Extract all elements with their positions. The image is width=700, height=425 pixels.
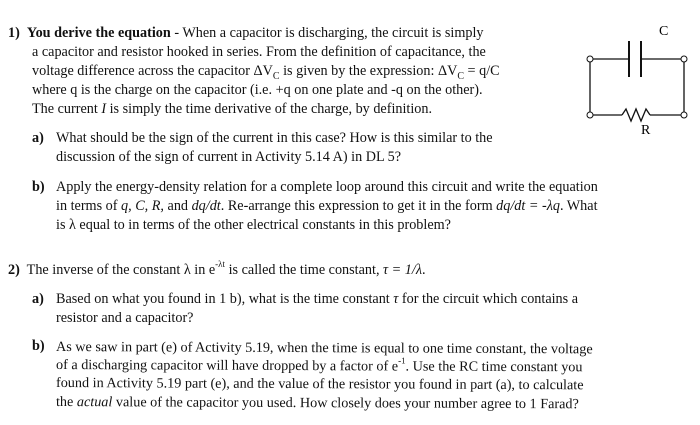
q2-part-a: The inverse of the constant λ in e: [26, 262, 216, 278]
part-b: for the circuit which contains a: [398, 291, 579, 307]
q2-part-b: is called the time constant,: [225, 262, 384, 278]
line-3-part-a: voltage difference across the capacitor ΔV: [32, 63, 273, 79]
line-3-part-c: = q/C: [464, 63, 500, 79]
circuit-wires: [590, 59, 684, 115]
part-c: . Re-arrange this expression to get it in the form: [220, 198, 497, 214]
dq-dt: dq/dt: [191, 198, 221, 214]
question-2b-line-2: [56, 357, 583, 376]
resistor-symbol: [622, 109, 650, 121]
tau-symbol: τ: [393, 291, 399, 307]
part-b: value of the capacitor you used. How closely does your number agree to 1 Farad?: [112, 394, 579, 413]
current-symbol: I: [101, 101, 107, 117]
question-2a-line-1: [56, 291, 578, 308]
line-5-part-b: is simply the time derivative of the charge, by definition.: [106, 101, 433, 117]
part-b: . Use the RC time constant you: [405, 358, 583, 376]
question-1-line-4: where q is the charge on the capacitor (i.e. +q on one plate and -q on the other).: [32, 82, 483, 98]
line-3-part-b: is given by the expression: ΔV: [279, 63, 458, 79]
q2-end: .: [421, 262, 426, 278]
resistor-label: R: [641, 123, 651, 138]
line-5-part-a: The current: [32, 101, 102, 117]
question-1-line-1-text: - When a capacitor is discharging, the circuit is simply: [170, 25, 484, 41]
part-a: Based on what you found in 1 b), what is the time constant: [56, 291, 394, 307]
question-2-line: [8, 259, 426, 279]
capacitor-label: C: [659, 24, 669, 39]
question-1-number: 1): [8, 25, 20, 41]
part-a: the: [55, 394, 77, 411]
question-1-line-1: [8, 25, 483, 42]
part-d: . What: [559, 198, 598, 214]
variables: q, C, R,: [121, 198, 164, 214]
tau-definition: τ = 1/λ: [383, 262, 422, 278]
question-1b-line-1: Apply the energy-density relation for a complete loop around this circuit and write the equation: [56, 179, 598, 195]
rc-circuit-diagram: [580, 8, 695, 138]
subscript-c-2: C: [457, 70, 464, 82]
question-1b-line-3: is λ equal to in terms of the other electrical constants in this problem?: [56, 217, 451, 233]
question-1-line-2: a capacitor and resistor hooked in series. From the definition of capacitance, the: [32, 44, 486, 60]
question-1b-label: b): [32, 179, 45, 195]
question-2b-line-3: found in Activity 5.19 part (e), and the value of the resistor you found in part (a), to calculate: [55, 375, 584, 394]
question-1a-line-1: What should be the sign of the current in this case? How is this similar to the: [56, 130, 493, 146]
question-1-line-5: [32, 101, 432, 118]
part-a: of a discharging capacitor will have dropped by a factor of e: [55, 357, 399, 375]
question-2a-label: a): [32, 291, 44, 307]
question-2a-line-2: resistor and a capacitor?: [56, 310, 194, 326]
subscript-c: C: [272, 70, 280, 82]
target-form: dq/dt = -λq: [496, 198, 560, 214]
terminal-circles: [587, 56, 687, 118]
part-a: in terms of: [56, 198, 122, 214]
exponent: -λt: [215, 259, 226, 270]
question-2b-label: b): [32, 338, 45, 354]
part-b: and: [163, 198, 192, 214]
question-2b-line-1: As we saw in part (e) of Activity 5.19, when the time is equal to one time constant, the voltage: [55, 339, 593, 358]
question-1-lead: You derive the equation: [26, 25, 171, 41]
question-2-number: 2): [8, 262, 20, 278]
exponent: -1: [398, 355, 406, 366]
question-2b-line-4: [56, 394, 579, 413]
question-1a-label: a): [32, 130, 44, 146]
capacitor-symbol: [629, 41, 641, 77]
question-1b-line-2: [56, 198, 598, 215]
question-1a-line-2: discussion of the sign of current in Activity 5.14 A) in DL 5?: [56, 149, 402, 165]
actual-word: actual: [76, 394, 113, 411]
